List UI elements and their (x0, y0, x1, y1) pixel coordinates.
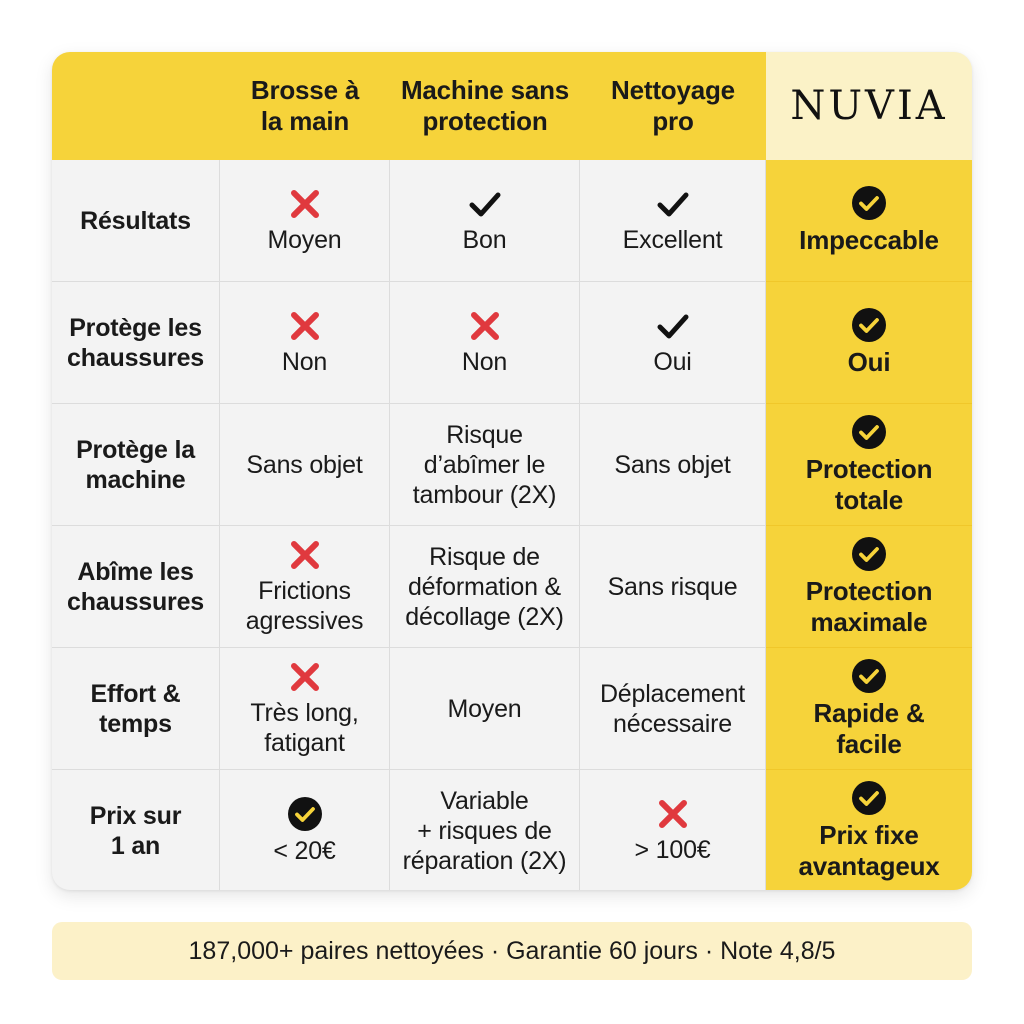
table-cell (580, 160, 766, 282)
brand-cell (766, 648, 972, 770)
check-circle-icon (851, 414, 887, 450)
table-cell (220, 160, 390, 282)
table-cell (390, 770, 580, 890)
check-icon (467, 187, 503, 221)
brand-cell (766, 526, 972, 648)
brand-cell-text: Oui (847, 347, 891, 377)
table-cell (220, 282, 390, 404)
check-circle-icon (851, 658, 887, 694)
brand-cell-text: Protection maximale (805, 575, 933, 637)
table-cell (580, 648, 766, 770)
row-label (52, 648, 220, 770)
table-cell (390, 282, 580, 404)
cell-text: Non (281, 347, 328, 376)
column-header-label: Brosse à la main (250, 75, 360, 136)
table-cell (220, 770, 390, 890)
table-cell (580, 770, 766, 890)
footer-text: 187,000+ paires nettoyées · Garantie 60 jours · Note 4,8/5 (188, 936, 836, 965)
row-label-text: Abîme les chaussures (67, 557, 204, 616)
check-circle-icon (851, 780, 887, 816)
cell-text: Excellent (622, 225, 723, 254)
check-circle-icon (851, 307, 887, 343)
cell-text: Risque d’abîmer le tambour (2X) (412, 420, 557, 509)
column-header-label: Machine sans protection (400, 75, 570, 136)
table-cell (220, 404, 390, 526)
table-cell (580, 526, 766, 648)
table-cell (220, 648, 390, 770)
comparison-table (52, 52, 972, 890)
cell-text: Risque de déformation & décollage (2X) (405, 542, 564, 631)
brand-cell (766, 404, 972, 526)
cell-text: Déplacement nécessaire (599, 679, 746, 738)
row-label (52, 526, 220, 648)
cell-text: Sans objet (246, 450, 363, 479)
row-label (52, 770, 220, 890)
row-label (52, 282, 220, 404)
cross-icon (468, 309, 502, 343)
check-circle-icon (287, 796, 323, 832)
table-cell (220, 526, 390, 648)
cell-text: Non (461, 347, 508, 376)
cell-text: Moyen (267, 225, 342, 254)
brand-cell (766, 160, 972, 282)
table-cell (580, 282, 766, 404)
check-circle-icon (851, 185, 887, 221)
check-circle-icon (851, 536, 887, 572)
table-cell (390, 526, 580, 648)
cross-icon (288, 187, 322, 221)
cross-icon (656, 797, 690, 831)
check-icon (655, 309, 691, 343)
cell-text: > 100€ (634, 836, 711, 864)
brand-column-header (766, 52, 972, 160)
cell-text: Oui (653, 347, 692, 376)
cross-icon (288, 309, 322, 343)
brand-cell (766, 282, 972, 404)
brand-cell-text: Protection totale (805, 453, 933, 515)
column-header (580, 52, 766, 160)
cell-text: Moyen (447, 694, 522, 723)
cell-text: Variable + risques de réparation (2X) (402, 787, 567, 875)
table-cell (390, 160, 580, 282)
row-label-text: Résultats (80, 206, 191, 235)
cell-text: Très long, fatigant (250, 698, 359, 757)
cell-text: Sans risque (607, 572, 738, 601)
cross-icon (288, 660, 322, 694)
cell-text: < 20€ (273, 837, 336, 865)
table-cell (390, 404, 580, 526)
column-header (390, 52, 580, 160)
cell-text: Frictions agressives (245, 576, 364, 635)
table-cell (390, 648, 580, 770)
cross-icon (288, 538, 322, 572)
row-label-text: Protège les chaussures (67, 313, 204, 372)
brand-cell-text: Prix fixe avantageux (798, 820, 940, 881)
column-header-label: Nettoyage pro (611, 75, 735, 136)
row-label-text: Prix sur 1 an (89, 802, 182, 860)
brand-cell-text: Rapide & facile (813, 697, 925, 759)
table-cell (580, 404, 766, 526)
row-label-text: Protège la machine (76, 435, 195, 494)
check-icon (655, 187, 691, 221)
column-header (220, 52, 390, 160)
footer-banner (52, 922, 972, 980)
brand-cell-text: Impeccable (799, 225, 939, 255)
header-corner (52, 52, 220, 160)
comparison-grid (52, 52, 972, 890)
brand-cell (766, 770, 972, 890)
cell-text: Bon (462, 225, 507, 254)
row-label-text: Effort & temps (90, 679, 181, 738)
row-label (52, 404, 220, 526)
brand-logo: NUVIA (790, 83, 948, 129)
row-label (52, 160, 220, 282)
cell-text: Sans objet (614, 450, 731, 479)
